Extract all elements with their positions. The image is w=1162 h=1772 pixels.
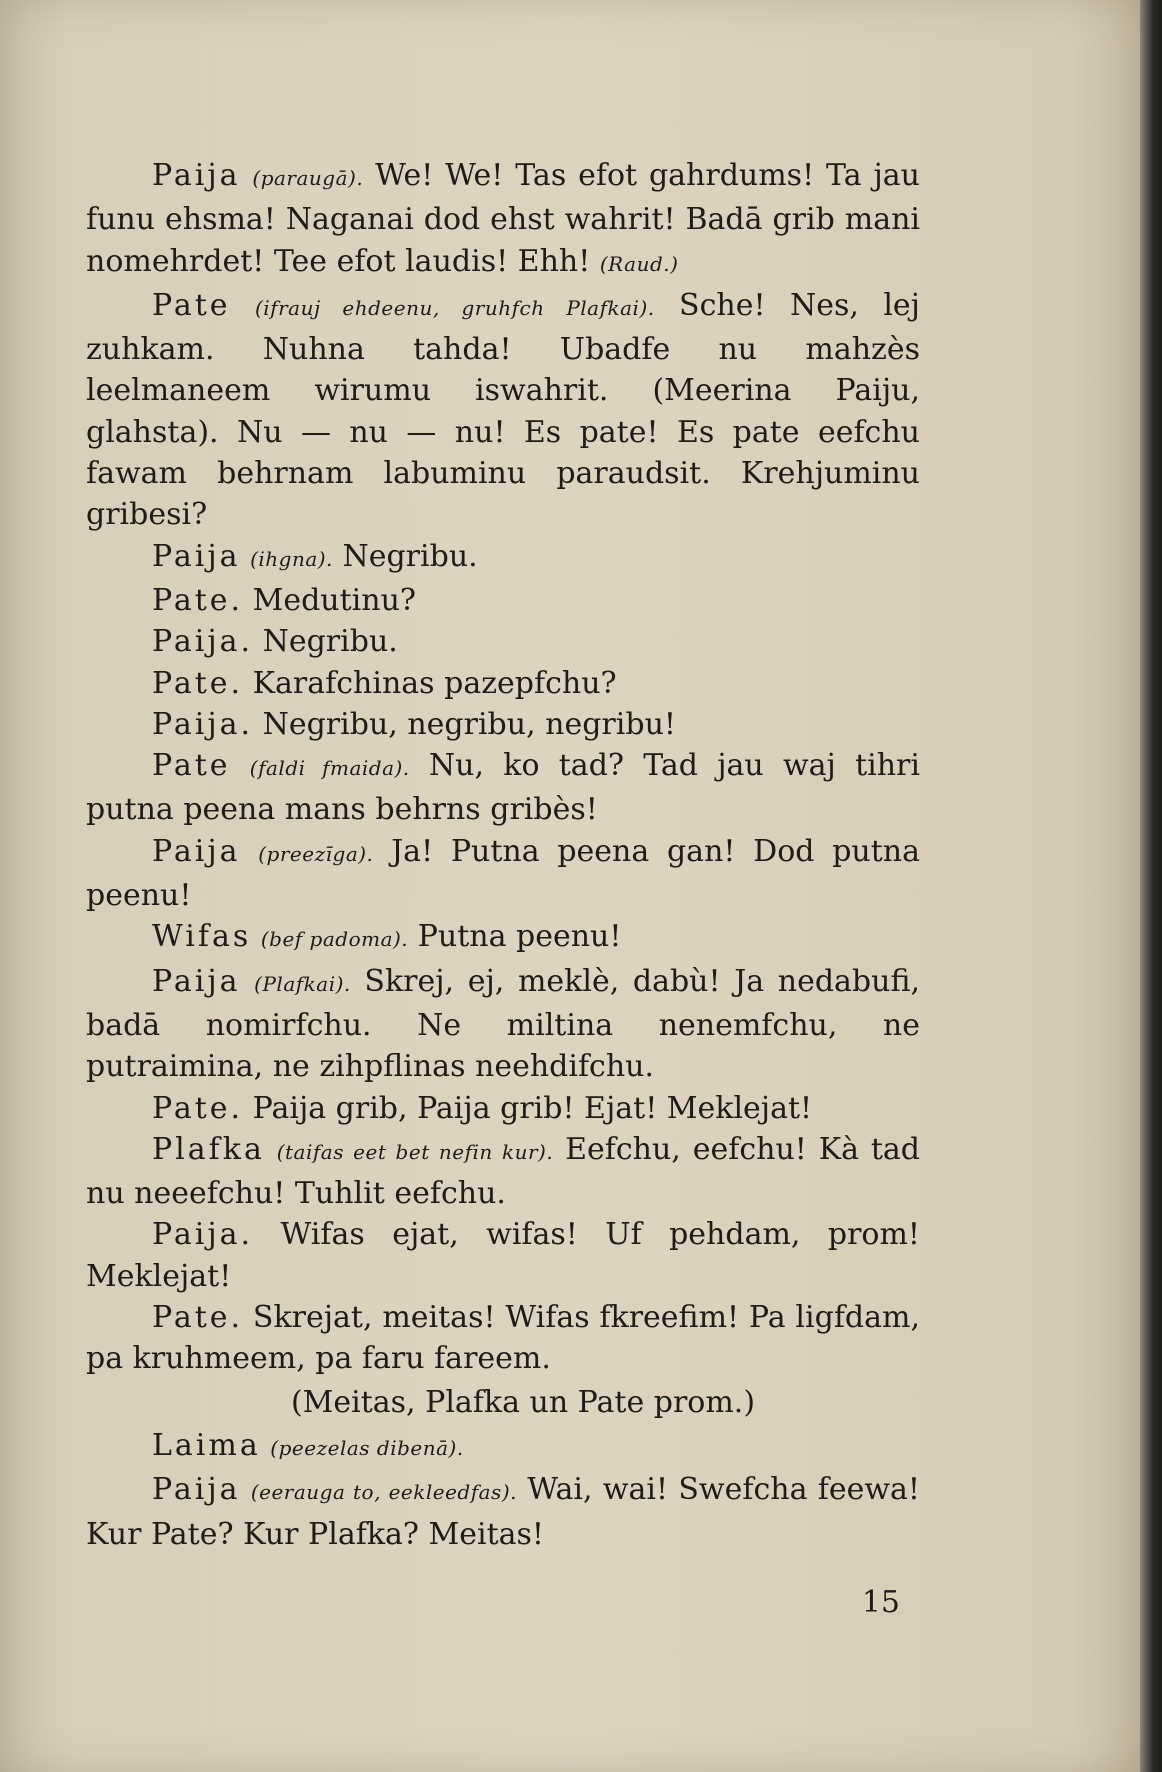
speaker-name: Paija.	[152, 624, 254, 660]
dialogue-text: Sche! Nes, lej zuhkam. Nuhna tahda! Ubadfe nu mahzès leelmaneem wirumu iswahrit. (Meerina Paiju, glahsta). Nu — nu — nu! Es pate! Es pate eefchu fawam behrnam labuminu paraudsit. Krehjuminu gribesi?	[86, 287, 920, 533]
paragraph	[86, 536, 920, 580]
paragraph	[86, 704, 920, 745]
stage-direction: (ifrauj ehdeenu, gruhfch Plafkai).	[254, 295, 655, 320]
speaker-name: Paija	[152, 833, 241, 869]
paragraph	[86, 580, 920, 621]
speaker-name: Paija	[152, 963, 241, 999]
dialogue-text: Negribu, negribu, negribu!	[262, 706, 676, 742]
paragraph	[86, 155, 920, 285]
speaker-name: Laima	[152, 1427, 261, 1463]
stage-direction: (Meitas, Plafka un Pate prom.)	[290, 1384, 756, 1420]
paragraph	[86, 961, 920, 1088]
dialogue-text: Negribu.	[342, 538, 478, 574]
dialogue-text: Eefchu, eefchu! Kà tad nu neeefchu! Tuhlit eefchu.	[86, 1131, 920, 1212]
paragraph	[86, 621, 920, 662]
stage-direction: (Raud.)	[599, 251, 679, 276]
stage-direction: (taifas eet bet nefin kur).	[276, 1139, 554, 1164]
speaker-name: Paija	[152, 1472, 241, 1508]
stage-direction: (faldi fmaida).	[249, 756, 410, 781]
paragraph	[86, 1297, 920, 1380]
paragraph	[86, 1425, 920, 1469]
paragraph	[86, 1129, 920, 1215]
dialogue-text: Karafchinas pazepfchu?	[252, 665, 617, 701]
dialogue-text: Nu, ko tad? Tad jau waj tihri putna peena mans behrns gribès!	[86, 748, 920, 828]
play-text	[86, 155, 920, 1555]
speaker-name: Pate.	[152, 1300, 244, 1336]
stage-direction: (eerauga to, eekleedfas).	[250, 1480, 517, 1505]
dialogue-text: Wifas ejat, wifas! Uf pehdam, prom! Meklejat!	[86, 1217, 920, 1294]
paragraph	[86, 285, 920, 536]
speaker-name: Paija.	[152, 1217, 254, 1253]
dialogue-text: Ja! Putna peena gan! Dod putna peenu!	[86, 833, 920, 914]
stage-direction: (bef padoma).	[260, 927, 409, 952]
speaker-name: Wifas	[152, 919, 252, 955]
paragraph	[86, 1088, 920, 1129]
dialogue-text: Negribu.	[262, 624, 398, 660]
speaker-name: Pate.	[152, 665, 244, 701]
speaker-name: Paija.	[152, 706, 254, 742]
page-edge-shadow	[1140, 0, 1162, 1772]
dialogue-text: Skrej, ej, meklè, dabù! Ja nedabufi, badā nomirfchu. Ne miltina nenemfchu, ne putraimina, ne zihpflinas neehdifchu.	[86, 963, 920, 1085]
stage-direction: (Plafkai).	[254, 971, 351, 996]
paragraph	[86, 745, 920, 831]
dialogue-text: Paija grib, Paija grib! Ejat! Meklejat!	[252, 1090, 813, 1126]
centered-stage-direction	[86, 1382, 920, 1423]
dialogue-text: Putna peenu!	[417, 919, 622, 955]
paragraph	[86, 916, 920, 960]
stage-direction: (paraugā).	[252, 166, 364, 190]
dialogue-text: We! We! Tas efot gahrdums! Ta jau funu ehsma! Naganai dod ehst wahrit! Badā grib mani nomehrdet! Tee efot laudis! Ehh!	[86, 158, 920, 279]
page-number: 15	[861, 1585, 900, 1620]
paragraph	[86, 831, 920, 917]
dialogue-text: Wai, wai! Swefcha feewa! Kur Pate? Kur Plafka? Meitas!	[86, 1472, 920, 1552]
speaker-name: Pate	[152, 287, 231, 323]
stage-direction: (preezīga).	[258, 841, 374, 866]
paragraph	[86, 1469, 920, 1555]
speaker-name: Paija	[152, 538, 241, 574]
speaker-name: Pate.	[152, 582, 244, 618]
stage-direction: (ihgna).	[250, 546, 333, 571]
dialogue-text: Skrejat, meitas! Wifas fkreefim! Pa ligfdam, pa kruhmeem, pa faru fareem.	[86, 1300, 920, 1377]
speaker-name: Pate.	[152, 1090, 244, 1126]
speaker-name: Paija	[152, 158, 241, 193]
paragraph	[86, 663, 920, 704]
paragraph	[86, 1214, 920, 1297]
stage-direction: (peezelas dibenā).	[270, 1435, 464, 1460]
speaker-name: Plafka	[152, 1131, 265, 1167]
speaker-name: Pate	[152, 748, 231, 784]
dialogue-text: Medutinu?	[252, 582, 416, 618]
